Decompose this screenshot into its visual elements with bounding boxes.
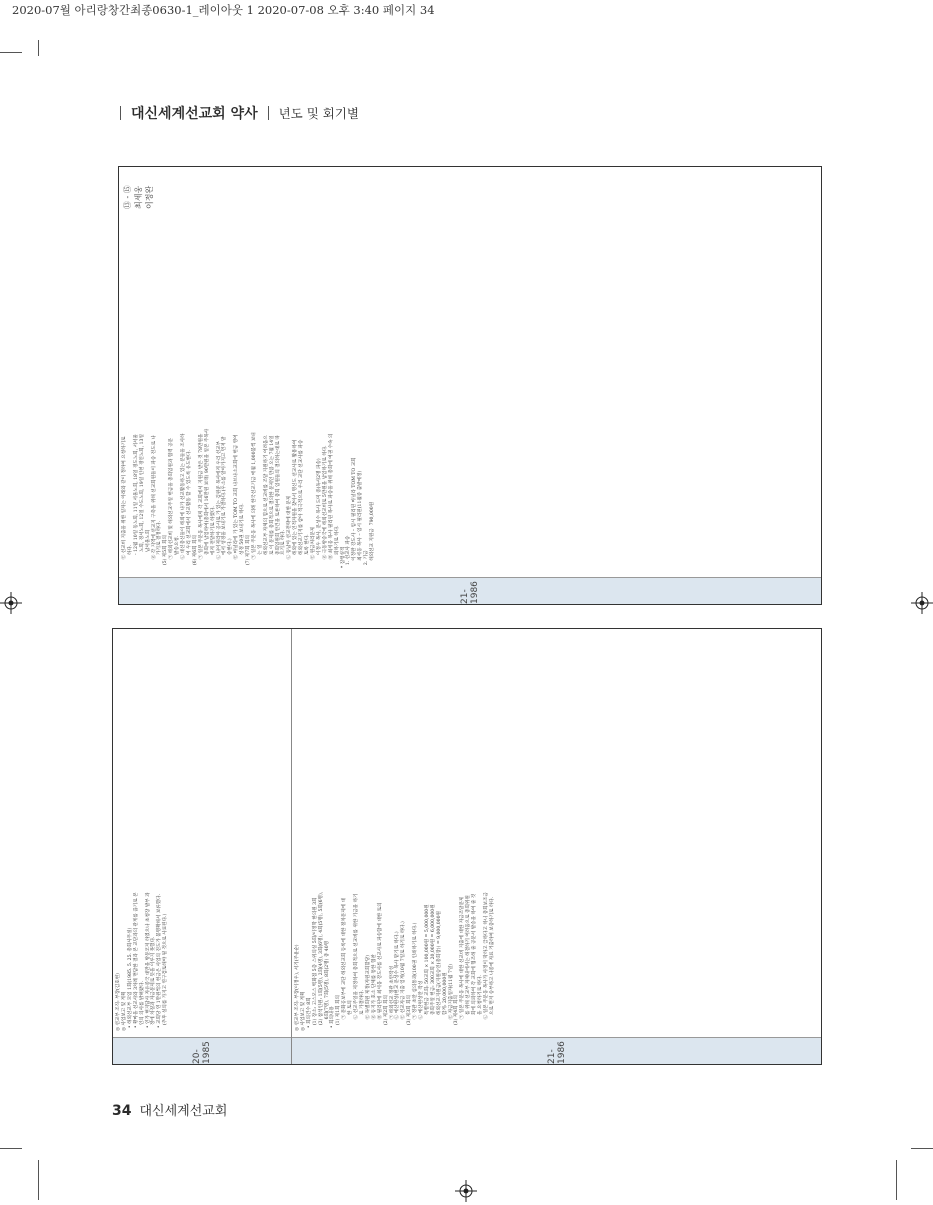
- content-line: 총회임원회 안건을 토론하여 총회 임원들의 결의하는대로 따: [275, 435, 281, 571]
- content-line: ㉡ 대신총신들이 해외에 나가 선교활동하고 있는 분들을 조사하: [181, 433, 187, 571]
- rotated-table: [119, 167, 821, 604]
- divider: [268, 106, 269, 120]
- content-line: ㉠ 해외선교비 및 해외선교주일 헌금을 총회임원과 협력 공문: [169, 437, 175, 571]
- content-line: 정에 차질과 자금문제로 뜻을 이루지 못했다.: [151, 936, 157, 1031]
- content-line: (1) 제1회 회의: [336, 995, 342, 1031]
- content-line: - 12월 10일 동노회, 11일 서울노회, 18일 경도노회, 서서울: [133, 434, 139, 571]
- content-line: ◎ 선교부 조직: 부장(이정우), 서기(주윤순): [295, 944, 300, 1031]
- content-line: 으로 먼저 송부하고 나중에 자료 거출하여 보충하기로 하다.: [489, 896, 495, 1031]
- content-line: • 회의내용: [330, 1006, 336, 1031]
- running-head-title: 대신세계선교회 약사: [131, 106, 258, 122]
- content-line: ㉤ 필리핀에 최세웅 강도사를 선교사로 파송함에 대한 토의: [377, 902, 383, 1031]
- content-line: ㉠ 해외선교 정관 초안작성: [389, 965, 395, 1031]
- content-line: ㉠ 문화공보부에 교단 해외선교회 등록에 대한 절차문제에 대: [342, 897, 348, 1031]
- content-line: ㉢ 자금지출일자(11월 7일): [448, 963, 454, 1031]
- table-body: [119, 167, 821, 604]
- content-line: 최세웅 목사 – 임시 필리핀(11월중 출발예정): [358, 470, 364, 571]
- content-line: 해외선교 지원금 790,000원: [370, 501, 376, 571]
- content-cell: [119, 211, 821, 577]
- content-line: 는 일: [257, 544, 263, 571]
- content-line: 한 토의: [348, 1000, 354, 1031]
- content-line: ㉢ 선교자금 지출 입계(10월 7일로 하기로 하다.): [401, 921, 407, 1031]
- content-line: (2) 참석인원: 1회(5명), 2회(4명), 3회(6명), 4회(5명), 5회(6명),: [318, 891, 324, 1031]
- table-body: [113, 629, 821, 1064]
- content-line: (3) 제4회 회의: [454, 995, 460, 1031]
- content-line: 발송요청.: [175, 535, 181, 571]
- print-slug: 2020-07월 아리랑창간최종0630-1_레이아웃 1 2020-07-08 오후 3:40 페이지 34: [12, 3, 435, 17]
- content-line: 합계: 20,000,000원: [442, 972, 448, 1031]
- publisher-name: 대신세계선교회: [139, 1104, 228, 1119]
- content-line: ㉡ 예산편성(헌교 문성수 목사 맡기로 하다.): [395, 931, 401, 1031]
- content-line: (7) 제7회 회의: [246, 535, 252, 571]
- content-line: • 황마을 선교사와 3차례 면담한 결과 본 교단과의 관계를 끊기로 본: [133, 892, 139, 1031]
- content-line: ◎ 사업보고 및 계획: [300, 991, 306, 1031]
- content-line: 이정우 목사, 문성수 목사 도미 중(독사2명 파송): [316, 458, 322, 571]
- divider: [120, 106, 121, 120]
- running-head-subtitle: 년도 및 회기별: [278, 106, 359, 121]
- content-line: • 해외선교부 모임 1회(1985. 5. 25. 총회사무실): [127, 927, 133, 1031]
- content-line: 로 이 문제를 총회적으로 결의한 문제인 만큼 오는 7월 14일: [269, 435, 275, 571]
- year-cell: 21-1986: [292, 1037, 821, 1064]
- content-line: ㉠ 일본 주문웅 목사에게 각 교회에서 지원금 받은 것 78만원을: [198, 433, 204, 571]
- content-line: • 회의건수 8회: [306, 997, 312, 1031]
- content-line: ㉡ 동남아 선교전략에 대한 문제: [287, 495, 293, 571]
- content-line: 회에 의뢰하여 각 교회에 협조해 줄 공문서 발송을 하여 줄 것: [472, 893, 478, 1031]
- content-line: (3) 제3회 회의: [407, 995, 413, 1031]
- content-line: ㉡ 선교주일을 제정하여 총회적으로 선교비를 위한 기금을 하기: [354, 893, 360, 1031]
- content-line: ㉠ 일본 주문웅 목사에 의해 한국선교기금 매월 1,000불씩 보내: [251, 432, 257, 571]
- crop-mark: [38, 1160, 39, 1200]
- content-line: 해외에 있는 인적자원을 찾아서 명신도 선교사로 활용하여: [293, 439, 299, 571]
- content-line: 노회, 경서노회, 12일 수도노회, 19일 인천 경인노회, 13일: [139, 434, 145, 571]
- table-row: [292, 629, 821, 1064]
- content-line: 송한다.): [228, 538, 234, 571]
- content-line: ㉢ 마닐라에 가 있는 TOM TO 교회 나브나소교회에 헌금 영어: [234, 434, 240, 571]
- content-line: ㉡ 나이제리아 공사로 가 있는 김원준 목사에게 우리 선교부: [216, 440, 222, 571]
- crop-mark: [896, 1160, 897, 1200]
- content-line: 2. 기금: [364, 550, 370, 571]
- content-line: ◎ 사업보고 및 계획: [121, 991, 127, 1031]
- year-cell: 20-1985: [113, 1037, 291, 1064]
- content-cell: [292, 629, 821, 1037]
- crop-mark: [0, 52, 22, 53]
- table-row: [113, 629, 292, 1064]
- content-line: ㉤ 최세웅 목사 필리핀 목사로 파송을 위해 총회에 여권 수속 의: [328, 433, 334, 571]
- content-line: 토록 한다.: [305, 534, 311, 571]
- note-cell: ⑬ - ⑮ 최세웅 이정완: [123, 185, 154, 209]
- content-line: ㉣ 동지가 호소 단체를 통한 협찬: [371, 954, 377, 1031]
- content-line: ㉢ 선교비 지출을 위한 일자는 아래와 같이 정하여 요청하기로: [122, 436, 127, 571]
- content-line: 에게 전달하기로 하였다.: [210, 506, 216, 571]
- content-cell: [113, 629, 291, 1037]
- content-line: 로 가결하다.: [359, 989, 365, 1031]
- content-line: (2) 제2회 회의: [383, 995, 389, 1031]
- crop-mark: [0, 1148, 22, 1149]
- content-line: (5) 제5회 회의: [163, 535, 169, 571]
- content-line: * 집행실적: [340, 546, 346, 571]
- content-line: 하다.: [127, 544, 133, 571]
- registration-mark-icon: [455, 1180, 477, 1202]
- content-line: 을 요청하기로 하다.: [478, 975, 484, 1031]
- content-line: (1) 장소: 고스모스 백화점 5층 스위의실 5회/이정학 한의원 3회: [312, 897, 318, 1031]
- content-line: 뢰하기로 하다.: [334, 525, 340, 571]
- content-line: • 인가 현지답사 자유중국 대만을 방문코져 하였으나 초청장 발부 과: [145, 892, 151, 1031]
- content-line: (6) 제6회 회의: [192, 535, 198, 571]
- content-line: 해외선교부 자체의 힘으로 선교비를 조달 지원하기 어려움으: [263, 435, 269, 571]
- content-line: 특별헌금 교회: 50교회 × 100,000원 = 5,000,000원: [424, 904, 430, 1031]
- year-cell: 21-1986: [119, 577, 821, 604]
- content-line: 총회에 납입하여(총회에서 16만원 보태) 90만원을 일본 주목사: [204, 428, 210, 571]
- content-line: ㉣ 각 지역에 선교지 구축을 위해 선교회원들이 파송 전도로 나: [151, 435, 157, 571]
- content-line: 6회(7명), 7회(5명), 8회(2명) 총 40명: [324, 940, 330, 1031]
- content-line: 에서 성경을 보내기로 가결하다.(우소를 알아가지고 먼저 말: [222, 436, 228, 571]
- content-line: ㉡ 일본 주문웅 목사가 사정이 딱하고 급하다고 하니 총회보조금: [484, 892, 489, 1031]
- content-line: 해외선교기지를 삼아 적극적으로 우리 교단 선교사를 파송: [299, 439, 305, 571]
- content-line: 총회주일 헌금: 300교회 × 20,000원 = 6,000,000원: [430, 904, 436, 1031]
- content-line: 1. 선교사 파송: [346, 535, 352, 571]
- content-line: ㉢ 독별회원 제정(자원교회할당): [365, 954, 371, 1031]
- content-line: 남서울노회: [145, 529, 151, 571]
- table-row: [119, 167, 821, 604]
- content-line: ◎ 선교부 조직: 부장(김호현): [116, 973, 121, 1031]
- content-line: (추후 실의를 가지고 연구검토해야 될 것으로 사료된다.): [163, 913, 169, 1031]
- content-line: 인의 의사를 밝혀왔다.: [139, 980, 145, 1031]
- page-number: 34: [112, 1103, 132, 1119]
- content-line: 해외선교지원금(지원승인(총회장)) = 9,000,000원: [436, 911, 442, 1031]
- content-line: 르기로 하다.: [281, 529, 287, 571]
- content-line: ㉢ 원금처리문제: [311, 526, 316, 571]
- table-panel-5: [112, 628, 822, 1065]
- content-line: 이정완 강도사 – 임시 필리핀 마닐라 TOM TO 교회: [352, 457, 358, 571]
- registration-mark-icon: [0, 592, 22, 614]
- page-footer: [112, 1100, 227, 1119]
- content-line: 가기로 결정하다.: [157, 520, 163, 571]
- table-panel-6: [118, 166, 822, 605]
- content-line: 성경 50권 보내기로 하다.: [240, 503, 246, 571]
- content-line: ㉣ 극동방송국에 해외선교비로 5만원을 납입하기로 하다.: [322, 445, 328, 571]
- content-line: 여 우리 선교회에서 선교활동 할 수 있도록 유도한다.: [186, 450, 192, 571]
- content-line: • 교회당 연 1만원씩의 헌금은 사업의 진도가 불명확해서 보류했다.: [157, 893, 163, 1031]
- content-line: ㉠ 일본 주문웅 목사에 대한 선교비 지출에 대한 자금조달문제: [460, 896, 466, 1031]
- content-line: ㉡ 예산편성안 작성: [419, 980, 425, 1031]
- content-line: 를 위해 선교부 자체내에서는 해결하기 어려움으로 총회위원: [466, 895, 472, 1031]
- registration-mark-icon: [911, 592, 933, 614]
- running-head: [110, 103, 359, 123]
- crop-mark: [911, 1148, 933, 1149]
- rotated-table: [113, 629, 821, 1064]
- crop-mark: [38, 40, 39, 56]
- content-line: ㉠ 정관 초안 심의통과(100권 인쇄하기로 하다.): [413, 922, 419, 1031]
